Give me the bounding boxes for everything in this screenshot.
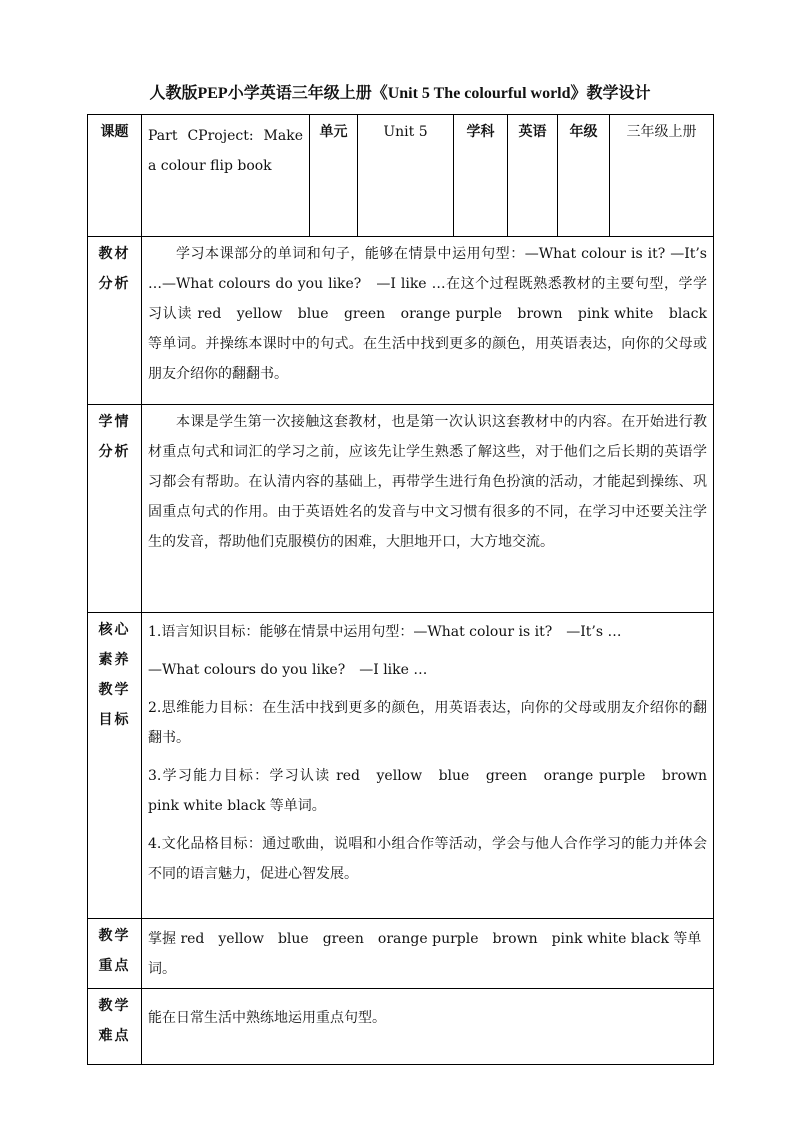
subject-value: 英语 [508,115,558,237]
difficulties-row [88,989,714,1065]
textbook-analysis-text: 学习本课部分的单词和句子，能够在情景中运用句型：—What colour is it? —It’s …—What colours do you like? —I like …在这个过程既熟悉教材的主要句型，学学习认读 red yellow blue green orange purple brown pink white black 等单词。并操练本课时中的句式。在生活中找到更多的颜色，用英语表达，向你的父母或朋友介绍你的翻翻书。 [142,237,714,405]
key-points-row [88,919,714,989]
grade-label: 年级 [558,115,610,237]
subject-label: 学科 [454,115,508,237]
unit-value: Unit 5 [358,115,454,237]
goal-item: 3.学习能力目标：学习认读 red yellow blue green orange purple brown pink white black 等单词。 [148,768,721,814]
topic-value: Part CProject: Make a colour flip book [142,115,310,237]
lesson-plan-table [87,114,721,1065]
core-goals-label: 核心 素养 教学 目标 [88,613,142,919]
textbook-analysis-row [88,237,714,405]
grade-value: 三年级上册 [610,115,714,237]
key-points-text: 掌握 red yellow blue green orange purple brown pink white black 等单词。 [142,919,714,989]
textbook-analysis-label: 教材 分析 [88,237,142,405]
goal-item: —What colours do you like? —I like … [148,662,428,678]
header-row [88,115,714,237]
core-goals-row [88,613,714,919]
learner-analysis-row [88,405,714,613]
goal-item: 2.思维能力目标：在生活中找到更多的颜色，用英语表达，向你的父母或朋友介绍你的翻翻书。 [148,700,707,746]
learner-analysis-label: 学情 分析 [88,405,142,613]
unit-label: 单元 [310,115,358,237]
page-title: 人教版PEP小学英语三年级上册《Unit 5 The colourful world》教学设计 [149,85,651,102]
learner-analysis-text: 本课是学生第一次接触这套教材，也是第一次认识这套教材中的内容。在开始进行教材重点句式和词汇的学习之前，应该先让学生熟悉了解这些，对于他们之后长期的英语学习都会有帮助。在认清内容的基础上，再带学生进行角色扮演的活动，才能起到操练、巩固重点句式的作用。由于英语姓名的发音与中文习惯有很多的不同，在学习中还要关注学生的发音，帮助他们克服模仿的困难，大胆地开口，大方地交流。 [142,405,714,613]
goal-item: 4.文化品格目标：通过歌曲，说唱和小组合作等活动，学会与他人合作学习的能力并体会不同的语言魅力，促进心智发展。 [148,836,707,882]
topic-label: 课题 [88,115,142,237]
key-points-label: 教学 重点 [88,919,142,989]
difficulties-label: 教学 难点 [88,989,142,1065]
core-goals-list [142,613,721,919]
goal-item: 1.语言知识目标：能够在情景中运用句型：—What colour is it? —It’s … [148,624,622,640]
difficulties-text: 能在日常生活中熟练地运用重点句型。 [142,989,714,1065]
